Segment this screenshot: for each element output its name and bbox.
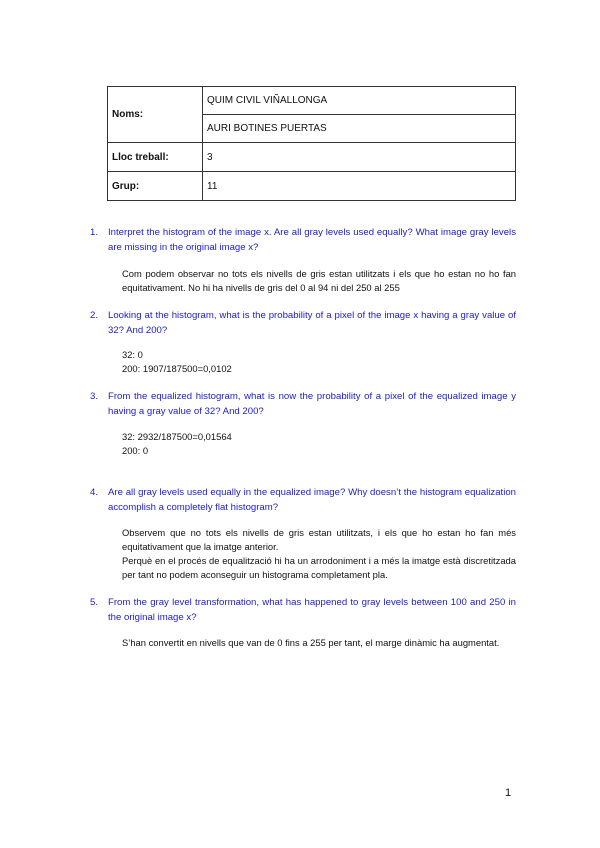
question-2	[90, 309, 516, 338]
student-name-2: AURI BOTINES PUERTAS	[203, 115, 516, 143]
question-number: 5.	[90, 597, 99, 608]
answer-paragraph: Observem que no tots els nivells de gris estan utilitzats, i els que ho estan ho fan més equitativament que la imatge anterior.	[122, 527, 516, 552]
answer-5	[122, 636, 516, 650]
question-text: From the gray level transformation, what has happened to gray levels between 100 and 250 in the original image x?	[108, 597, 516, 623]
question-text: Are all gray levels used equally in the equalized image? Why doesn’t the histogram equalization accomplish a completely flat histogram?	[108, 487, 516, 513]
question-number: 3.	[90, 391, 99, 402]
question-text: Looking at the histogram, what is the probability of a pixel of the image x having a gray value of 32? And 200?	[108, 310, 516, 336]
answer-2	[122, 348, 516, 376]
question-1	[90, 226, 516, 255]
answer-paragraph: Perquè en el procés de equalització hi ha un arrodoniment i a més la imatge està discretitzada per tant no podem aconseguir un histograma completament pla.	[122, 555, 516, 580]
question-number: 4.	[90, 487, 99, 498]
names-label: Noms:	[108, 87, 203, 143]
student-info-table	[107, 86, 516, 201]
question-text: Interpret the histogram of the image x. Are all gray levels used equally? What image gray levels are missing in the original image x?	[108, 227, 516, 253]
answer-1	[122, 267, 516, 295]
workplace-label: Lloc treball:	[108, 143, 203, 172]
answer-line: 200: 1907/187500=0,0102	[122, 363, 232, 374]
answer-line: 32: 0	[122, 349, 143, 360]
page-number: 1	[505, 787, 512, 799]
question-3	[90, 390, 516, 419]
question-4	[90, 486, 516, 515]
answer-paragraph: S’han convertit en nivells que van de 0 fins a 255 per tant, el marge dinàmic ha augmentat.	[122, 637, 500, 648]
question-5	[90, 596, 516, 625]
group-value: 11	[203, 172, 516, 201]
student-name-1: QUIM CIVIL VIÑALLONGA	[203, 87, 516, 115]
answer-3	[122, 430, 516, 458]
answer-line: 200: 0	[122, 445, 149, 456]
question-number: 1.	[90, 227, 99, 238]
workplace-value: 3	[203, 143, 516, 172]
question-number: 2.	[90, 310, 99, 321]
group-label: Grup:	[108, 172, 203, 201]
question-text: From the equalized histogram, what is now the probability of a pixel of the equalized image y having a gray value of 32? And 200?	[108, 391, 516, 417]
answer-4	[122, 526, 516, 582]
answer-line: 32: 2932/187500=0,01564	[122, 431, 232, 442]
answer-paragraph: Com podem observar no tots els nivells de gris estan utilitzats i els que ho estan no ho fan equitativament. No hi ha nivells de gris del 0 al 94 ni del 250 al 255	[122, 268, 516, 293]
